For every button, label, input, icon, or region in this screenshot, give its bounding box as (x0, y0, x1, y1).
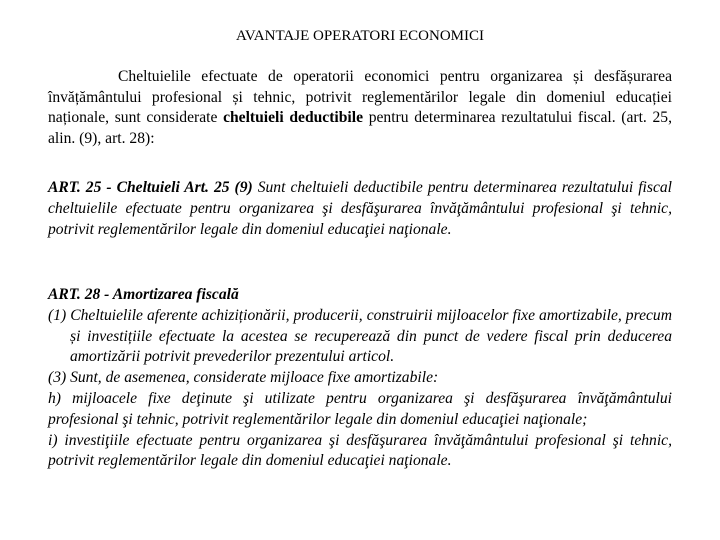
article-28-paragraph-1: (1) Cheltuielile aferente achiziționării, producerii, construirii mijloacelor fixe amortizabile, precum și investițiile efectuate la acestea se recuperează din punct de vedere fiscal prin deducerea amortizării potrivit prevederilor prezentului articol. (48, 306, 672, 366)
intro-text-end: pentru determinarea rezultatului fiscal. (art. 25, alin. (9), art. 28): (48, 109, 672, 147)
article-28-heading: ART. 28 - Amortizarea fiscală (48, 286, 239, 303)
article-28-section (48, 285, 672, 472)
article-25-body: Sunt cheltuieli deductibile pentru determinarea rezultatului fiscal cheltuielile efectuate pentru organizarea şi desfăşurarea învăţământului profesional şi tehnic, potrivit reglementărilor legale din domeniul educaţiei naţionale. (48, 179, 672, 238)
intro-text-start: Cheltuielile efectuate de operatorii economici pentru organizarea și desfășurarea învățământului profesional și tehnic, potrivit reglementărilor legale din domeniul educației naționale, sunt considerate (48, 68, 672, 126)
article-25-paragraph (48, 178, 672, 240)
page-title: AVANTAJE OPERATORI ECONOMICI (236, 28, 484, 44)
article-28-item-i: i) investiţiile efectuate pentru organizarea şi desfăşurarea învăţământului profesional şi tehnic, potrivit reglementărilor legale din domeniul educaţiei naţionale. (48, 431, 672, 470)
intro-paragraph (48, 67, 672, 149)
intro-bold-text: cheltuieli deductibile (223, 109, 364, 126)
article-25-heading: ART. 25 - Cheltuieli Art. 25 (9) (48, 179, 253, 196)
article-28-paragraph-3: (3) Sunt, de asemenea, considerate mijloace fixe amortizabile: (48, 369, 439, 387)
article-28-item-h: h) mijloacele fixe deţinute şi utilizate pentru organizarea şi desfăşurarea învăţământului profesional şi tehnic, potrivit reglementărilor legale din domeniul educaţiei naţionale; (48, 389, 672, 428)
